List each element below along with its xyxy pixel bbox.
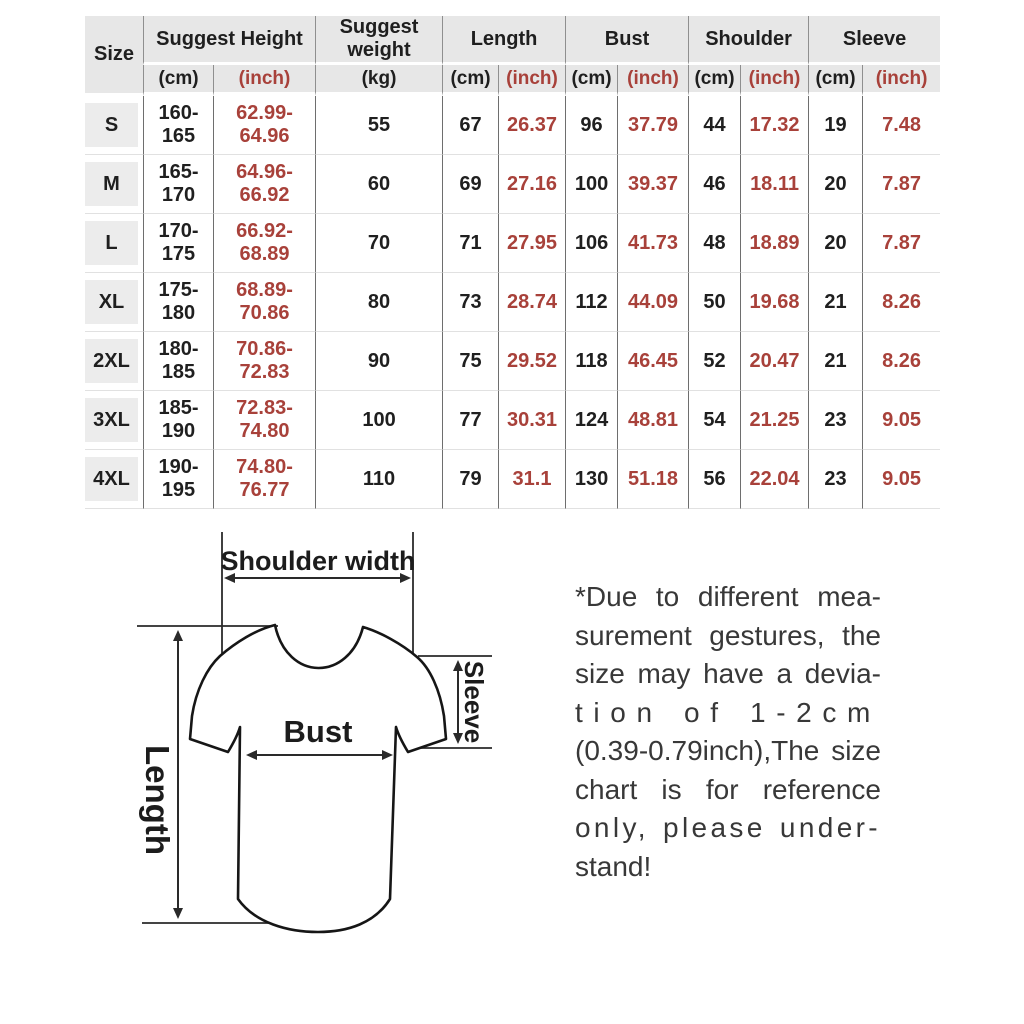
disclaimer-line: only, please under- (575, 812, 881, 843)
table-row (85, 214, 940, 273)
disclaimer-line: surement gestures, the (575, 619, 881, 651)
value-cell-inch: 19.68 (740, 273, 808, 332)
value-cell-inch: 72.83-74.80 (213, 391, 315, 450)
value-cell-kg: 90 (315, 332, 442, 391)
value-cell-cm: 112 (565, 273, 617, 332)
disclaimer-line: *Due to different mea- (575, 581, 881, 612)
col-header-size: Size (85, 16, 143, 96)
unit-height-cm: (cm) (143, 65, 213, 96)
value-cell-inch: 44.09 (617, 273, 688, 332)
value-cell-cm: 130 (565, 450, 617, 509)
value-cell-inch: 27.16 (498, 155, 565, 214)
length-arrowhead-bottom (173, 908, 183, 919)
value-cell-cm: 71 (442, 214, 498, 273)
value-cell-cm: 23 (808, 450, 862, 509)
length-label: Length (139, 745, 176, 855)
length-arrowhead-top (173, 630, 183, 641)
value-cell-cm: 20 (808, 155, 862, 214)
size-cell (85, 450, 143, 509)
value-cell-cm: 73 (442, 273, 498, 332)
unit-bust-cm: (cm) (565, 65, 617, 96)
header-group-row (85, 16, 940, 65)
value-cell-inch: 27.95 (498, 214, 565, 273)
col-header-suggest-weight: Suggest weight (315, 16, 442, 65)
size-cell (85, 155, 143, 214)
table-row (85, 96, 940, 155)
table-row (85, 450, 940, 509)
unit-length-cm: (cm) (442, 65, 498, 96)
tshirt-outline (190, 625, 446, 932)
size-chart-table (85, 16, 940, 509)
value-cell-inch: 62.99-64.96 (213, 96, 315, 155)
size-label: S (85, 103, 138, 147)
value-cell-cm: 190-195 (143, 450, 213, 509)
value-cell-cm: 100 (565, 155, 617, 214)
value-cell-inch: 7.87 (862, 214, 940, 273)
size-cell (85, 332, 143, 391)
disclaimer-line: size may have a devia- (575, 658, 881, 689)
value-cell-inch: 7.48 (862, 96, 940, 155)
value-cell-inch: 46.45 (617, 332, 688, 391)
size-cell (85, 214, 143, 273)
value-cell-cm: 180-185 (143, 332, 213, 391)
tshirt-diagram-svg (50, 520, 570, 1015)
disclaimer-line: stand! (575, 850, 652, 882)
value-cell-cm: 160-165 (143, 96, 213, 155)
value-cell-cm: 79 (442, 450, 498, 509)
value-cell-kg: 110 (315, 450, 442, 509)
value-cell-inch: 18.89 (740, 214, 808, 273)
shoulder-width-label: Shoulder width (220, 546, 416, 576)
value-cell-inch: 9.05 (862, 450, 940, 509)
col-header-length: Length (442, 16, 565, 65)
value-cell-inch: 8.26 (862, 273, 940, 332)
bust-label: Bust (283, 714, 353, 749)
value-cell-cm: 54 (688, 391, 740, 450)
value-cell-cm: 50 (688, 273, 740, 332)
measurement-diagram (50, 520, 570, 1015)
value-cell-cm: 96 (565, 96, 617, 155)
value-cell-cm: 21 (808, 332, 862, 391)
value-cell-cm: 77 (442, 391, 498, 450)
col-header-bust: Bust (565, 16, 688, 65)
value-cell-inch: 29.52 (498, 332, 565, 391)
value-cell-inch: 74.80-76.77 (213, 450, 315, 509)
value-cell-inch: 39.37 (617, 155, 688, 214)
value-cell-inch: 66.92-68.89 (213, 214, 315, 273)
unit-shoulder-cm: (cm) (688, 65, 740, 96)
value-cell-cm: 165-170 (143, 155, 213, 214)
value-cell-inch: 28.74 (498, 273, 565, 332)
size-table-body (85, 96, 940, 509)
header-unit-row (85, 65, 940, 96)
disclaimer-line: tion of 1-2cm (575, 696, 881, 728)
size-label: L (85, 221, 138, 265)
disclaimer-line: chart is for reference (575, 773, 881, 805)
value-cell-cm: 19 (808, 96, 862, 155)
value-cell-cm: 23 (808, 391, 862, 450)
size-label: XL (85, 280, 138, 324)
disclaimer-note (575, 578, 881, 886)
unit-bust-inch: (inch) (617, 65, 688, 96)
col-header-shoulder: Shoulder (688, 16, 808, 65)
table-row (85, 391, 940, 450)
value-cell-cm: 48 (688, 214, 740, 273)
disclaimer-line: (0.39-0.79inch),The size (575, 735, 881, 766)
value-cell-inch: 70.86-72.83 (213, 332, 315, 391)
value-cell-cm: 44 (688, 96, 740, 155)
value-cell-cm: 46 (688, 155, 740, 214)
value-cell-cm: 20 (808, 214, 862, 273)
table-row (85, 155, 940, 214)
unit-height-inch: (inch) (213, 65, 315, 96)
table-row (85, 332, 940, 391)
value-cell-cm: 170-175 (143, 214, 213, 273)
value-cell-kg: 60 (315, 155, 442, 214)
value-cell-inch: 20.47 (740, 332, 808, 391)
value-cell-cm: 52 (688, 332, 740, 391)
value-cell-inch: 64.96-66.92 (213, 155, 315, 214)
unit-shoulder-inch: (inch) (740, 65, 808, 96)
unit-length-inch: (inch) (498, 65, 565, 96)
value-cell-cm: 175-180 (143, 273, 213, 332)
size-label: 4XL (85, 457, 138, 501)
unit-sleeve-inch: (inch) (862, 65, 940, 96)
size-label: 3XL (85, 398, 138, 442)
size-cell (85, 391, 143, 450)
value-cell-inch: 26.37 (498, 96, 565, 155)
unit-weight-kg: (kg) (315, 65, 442, 96)
value-cell-inch: 21.25 (740, 391, 808, 450)
value-cell-inch: 51.18 (617, 450, 688, 509)
value-cell-cm: 67 (442, 96, 498, 155)
value-cell-inch: 7.87 (862, 155, 940, 214)
value-cell-inch: 8.26 (862, 332, 940, 391)
size-cell (85, 273, 143, 332)
value-cell-kg: 55 (315, 96, 442, 155)
value-cell-inch: 68.89-70.86 (213, 273, 315, 332)
col-header-suggest-height: Suggest Height (143, 16, 315, 65)
size-label: 2XL (85, 339, 138, 383)
value-cell-inch: 30.31 (498, 391, 565, 450)
value-cell-inch: 18.11 (740, 155, 808, 214)
value-cell-cm: 185-190 (143, 391, 213, 450)
unit-sleeve-cm: (cm) (808, 65, 862, 96)
value-cell-inch: 48.81 (617, 391, 688, 450)
value-cell-cm: 75 (442, 332, 498, 391)
value-cell-kg: 80 (315, 273, 442, 332)
value-cell-kg: 70 (315, 214, 442, 273)
size-cell (85, 96, 143, 155)
value-cell-inch: 22.04 (740, 450, 808, 509)
value-cell-inch: 41.73 (617, 214, 688, 273)
table-row (85, 273, 940, 332)
value-cell-cm: 21 (808, 273, 862, 332)
value-cell-cm: 118 (565, 332, 617, 391)
value-cell-cm: 124 (565, 391, 617, 450)
value-cell-cm: 69 (442, 155, 498, 214)
value-cell-cm: 56 (688, 450, 740, 509)
value-cell-kg: 100 (315, 391, 442, 450)
col-header-sleeve: Sleeve (808, 16, 940, 65)
sleeve-label: Sleeve (459, 660, 489, 744)
value-cell-inch: 37.79 (617, 96, 688, 155)
size-label: M (85, 162, 138, 206)
value-cell-inch: 17.32 (740, 96, 808, 155)
value-cell-inch: 31.1 (498, 450, 565, 509)
value-cell-inch: 9.05 (862, 391, 940, 450)
value-cell-cm: 106 (565, 214, 617, 273)
